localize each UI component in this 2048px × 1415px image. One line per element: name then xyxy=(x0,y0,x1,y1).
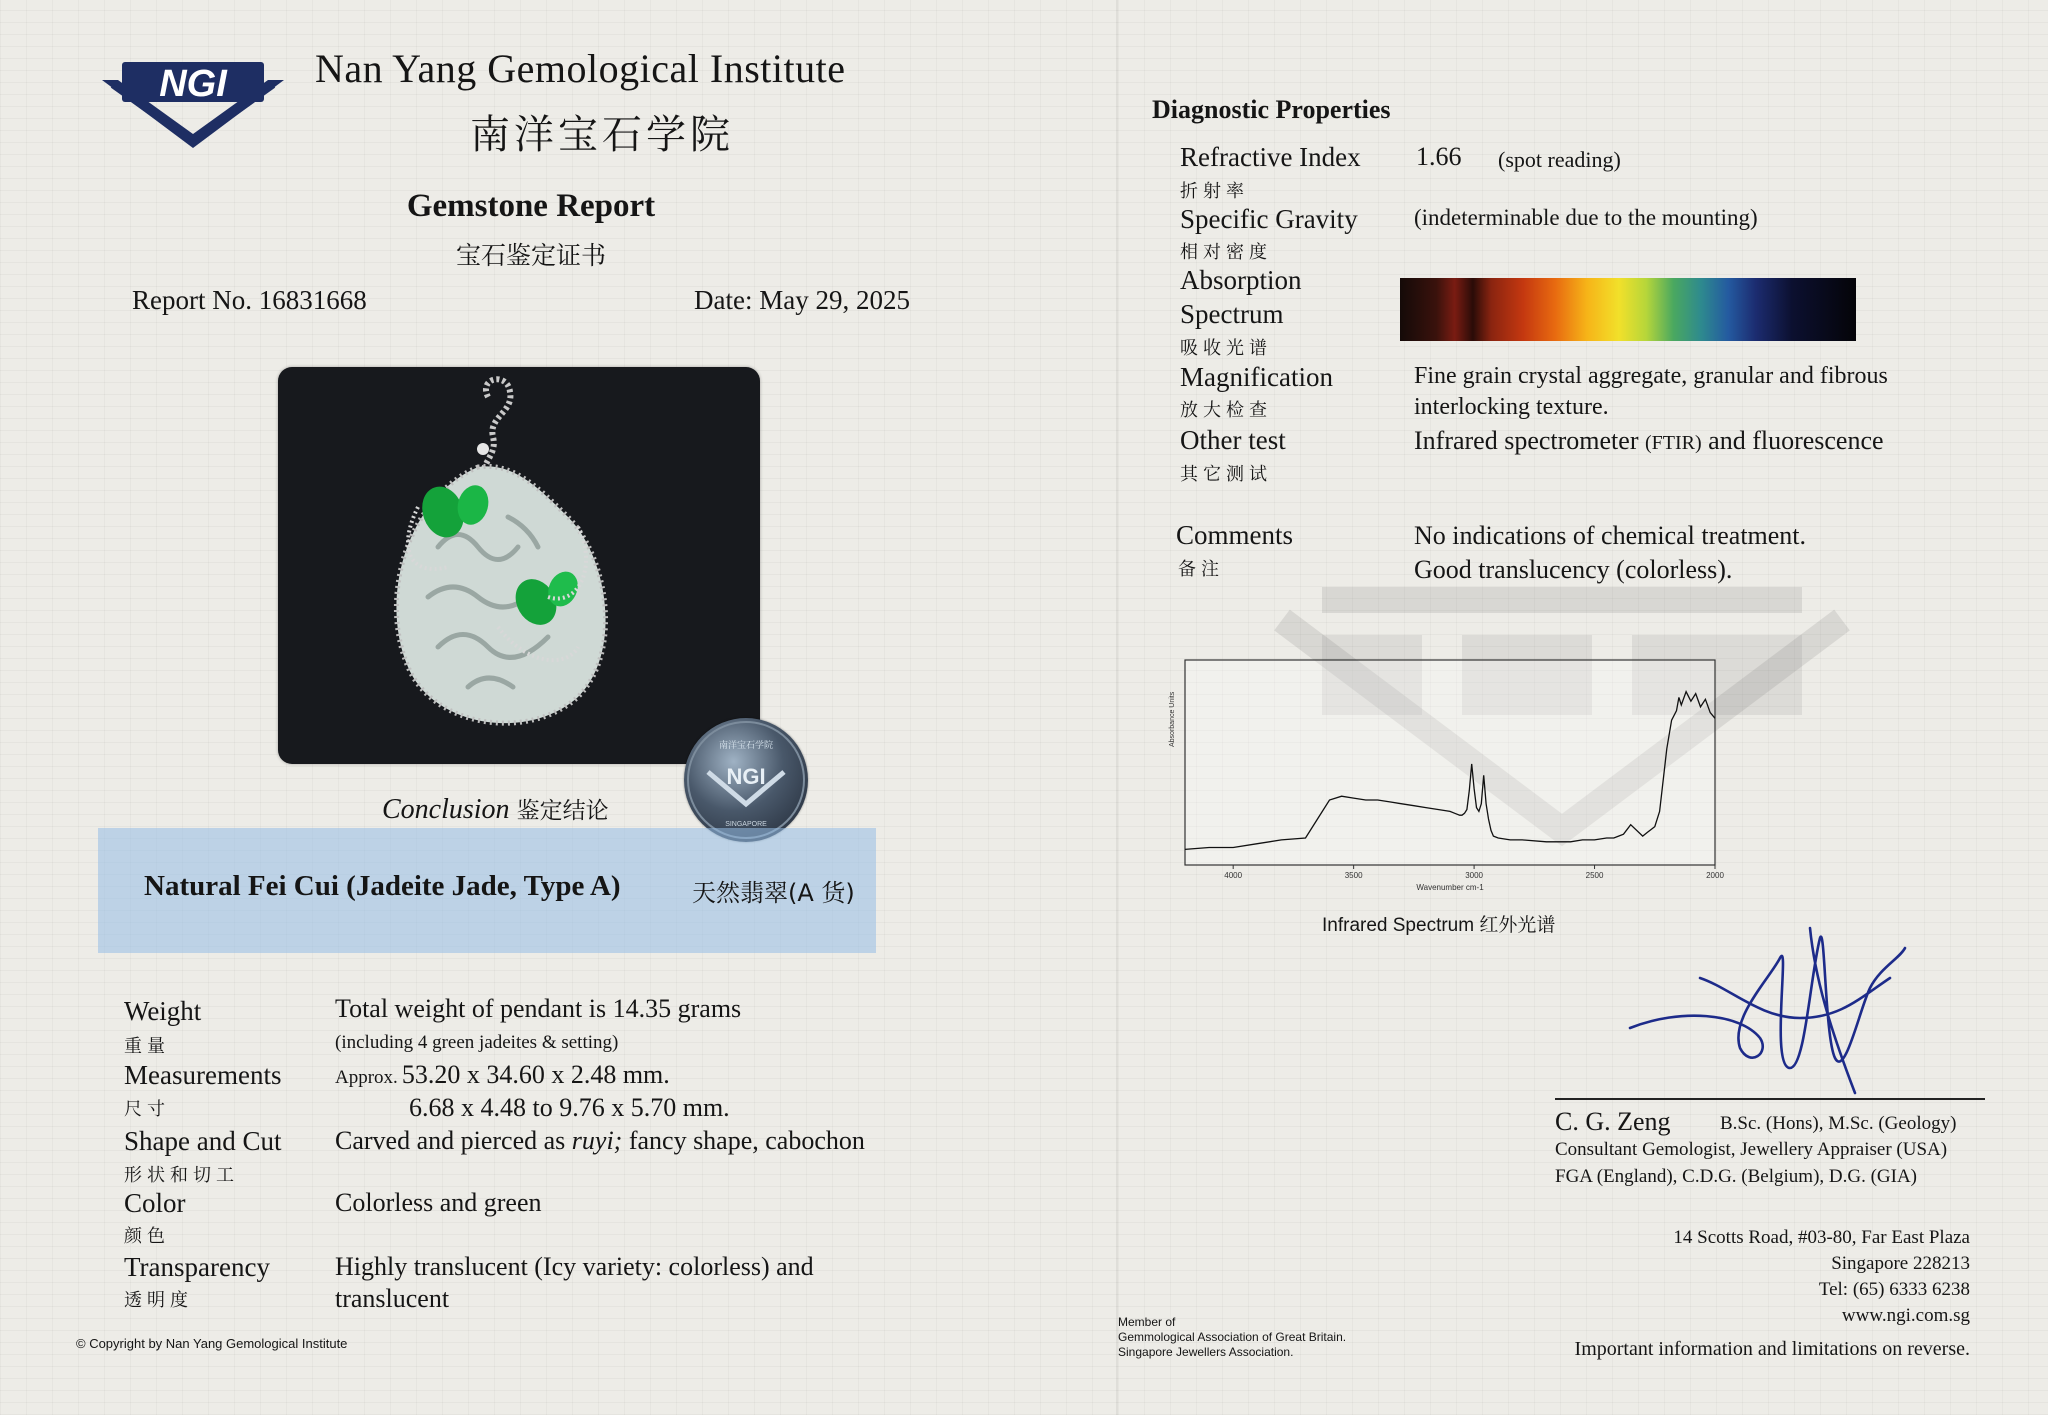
absorption-label: Absorption xyxy=(1180,265,1302,295)
measurements-main: 53.20 x 34.60 x 2.48 mm. xyxy=(401,1060,670,1089)
signer-name: C. G. Zeng xyxy=(1555,1107,1671,1136)
ri-label-cn: 折射率 xyxy=(1180,181,1249,202)
member-line-2: Gemmological Association of Great Britain. xyxy=(1118,1330,1347,1344)
signature-line xyxy=(1555,1098,1985,1100)
comments-label: Comments xyxy=(1176,520,1294,550)
holographic-seal xyxy=(684,718,808,842)
ngi-logo xyxy=(102,58,284,150)
pendant-photo xyxy=(278,367,760,764)
shape-cut-italic: ruyi; xyxy=(571,1126,623,1155)
x-tick-label: 2500 xyxy=(1585,871,1604,880)
svg-text:NGI: NGI xyxy=(159,63,227,105)
sg-label-cn: 相对密度 xyxy=(1180,242,1272,263)
chart-xlabel: Wavenumber cm-1 xyxy=(1416,883,1484,892)
magnification-value-2: interlocking texture. xyxy=(1414,394,1609,420)
institute-name-cn: 南洋宝石学院 xyxy=(470,112,734,158)
membership-note xyxy=(1118,1315,1346,1360)
report-title-cn: 宝石鉴定证书 xyxy=(455,241,606,270)
ir-caption-en: Infrared Spectrum xyxy=(1322,915,1475,936)
x-tick-label: 4000 xyxy=(1224,871,1243,880)
conclusion-text: Natural Fei Cui (Jadeite Jade, Type A) xyxy=(144,870,621,902)
other-test-pre: Infrared spectrometer xyxy=(1414,426,1645,455)
shape-cut-label-cn: 形状和切工 xyxy=(124,1165,239,1186)
institute-name: Nan Yang Gemological Institute xyxy=(315,46,846,91)
weight-note: (including 4 green jadeites & setting) xyxy=(335,1032,619,1053)
other-test-value xyxy=(1414,426,1884,456)
shape-cut-label: Shape and Cut xyxy=(124,1126,282,1156)
member-line-1: Member of xyxy=(1118,1315,1176,1329)
measurements-value xyxy=(335,1060,670,1090)
x-tick-label: 3000 xyxy=(1465,871,1483,880)
other-test-label-cn: 其它测试 xyxy=(1180,464,1272,485)
conclusion-label-en: Conclusion xyxy=(382,794,510,825)
other-test-label: Other test xyxy=(1180,425,1286,455)
diagnostic-title: Diagnostic Properties xyxy=(1152,95,1391,124)
signature xyxy=(1620,918,1910,1098)
ri-note: (spot reading) xyxy=(1498,147,1621,172)
member-line-3: Singapore Jewellers Association. xyxy=(1118,1345,1294,1359)
color-label-cn: 颜色 xyxy=(124,1226,170,1247)
ri-value: 1.66 xyxy=(1416,142,1462,171)
spectrum-label: Spectrum xyxy=(1180,299,1284,329)
important-notice: Important information and limitations on reverse. xyxy=(1574,1338,1970,1360)
weight-label: Weight xyxy=(124,996,202,1026)
measurements-label-cn: 尺寸 xyxy=(124,1099,170,1120)
svg-text:NGI: NGI xyxy=(726,764,766,789)
comments-label-cn: 备注 xyxy=(1178,559,1224,580)
transparency-value-2: translucent xyxy=(335,1284,450,1313)
comments-value-1: No indications of chemical treatment. xyxy=(1414,521,1807,550)
x-tick-label: 2000 xyxy=(1706,871,1724,880)
shape-cut-value xyxy=(335,1126,865,1156)
shape-cut-pre: Carved and pierced as xyxy=(335,1126,572,1155)
chart-ylabel: Absorbance Units xyxy=(1169,691,1176,747)
absorption-label-cn: 吸收光谱 xyxy=(1180,338,1272,359)
signer-title: Consultant Gemologist, Jewellery Appraiser (USA) xyxy=(1555,1139,1948,1160)
svg-text:南洋宝石学院: 南洋宝石学院 xyxy=(718,741,774,751)
ngi-seal-icon xyxy=(684,718,808,842)
fold-line xyxy=(1116,0,1118,1415)
transparency-label-cn: 透明度 xyxy=(124,1290,193,1311)
signer-degrees: B.Sc. (Hons), M.Sc. (Geology) xyxy=(1720,1113,1957,1134)
ir-chart-caption xyxy=(1322,910,1555,937)
weight-value: Total weight of pendant is 14.35 grams xyxy=(335,994,742,1023)
conclusion-label-cn: 鉴定结论 xyxy=(516,798,609,824)
copyright-notice: © Copyright by Nan Yang Gemological Institute xyxy=(76,1336,348,1351)
absorption-spectrum-bar xyxy=(1400,278,1856,341)
measurements-prefix: Approx. xyxy=(335,1067,398,1088)
infrared-spectrum-chart xyxy=(1169,657,1724,895)
magnification-label-cn: 放大检查 xyxy=(1180,400,1272,421)
comments-value-2: Good translucency (colorless). xyxy=(1414,555,1733,584)
report-number: Report No. 16831668 xyxy=(132,285,367,315)
ri-label: Refractive Index xyxy=(1180,142,1361,172)
address-line-1: 14 Scotts Road, #03-80, Far East Plaza xyxy=(1673,1227,1970,1248)
sg-label: Specific Gravity xyxy=(1180,204,1358,234)
address-web: www.ngi.com.sg xyxy=(1841,1305,1970,1326)
magnification-label: Magnification xyxy=(1180,362,1333,392)
measurements-value-2: 6.68 x 4.48 to 9.76 x 5.70 mm. xyxy=(409,1093,730,1122)
jade-pendant-image xyxy=(278,367,760,764)
report-date: Date: May 29, 2025 xyxy=(694,285,910,315)
sg-value: (indeterminable due to the mounting) xyxy=(1414,205,1758,230)
address-line-2: Singapore 228213 xyxy=(1831,1253,1970,1274)
transparency-value: Highly translucent (Icy variety: colorless) and xyxy=(335,1252,814,1281)
svg-text:SINGAPORE: SINGAPORE xyxy=(725,821,767,828)
ir-caption-cn: 红外光谱 xyxy=(1479,914,1556,936)
other-test-post: and fluorescence xyxy=(1701,426,1884,455)
report-title: Gemstone Report xyxy=(406,188,656,224)
conclusion-label xyxy=(382,792,609,826)
x-tick-label: 3500 xyxy=(1344,871,1363,880)
color-label: Color xyxy=(124,1188,186,1218)
conclusion-text-cn: 天然翡翠(A 货) xyxy=(692,879,855,907)
color-value: Colorless and green xyxy=(335,1188,542,1217)
signer-credentials: FGA (England), C.D.G. (Belgium), D.G. (GIA) xyxy=(1555,1166,1918,1187)
magnification-value-1: Fine grain crystal aggregate, granular and fibrous xyxy=(1414,363,1888,389)
transparency-label: Transparency xyxy=(124,1252,270,1282)
address-tel: Tel: (65) 6333 6238 xyxy=(1818,1279,1970,1300)
chart-frame xyxy=(1185,660,1715,865)
other-test-ftir: (FTIR) xyxy=(1644,432,1702,454)
measurements-label: Measurements xyxy=(124,1060,282,1090)
shape-cut-post: fancy shape, cabochon xyxy=(622,1126,865,1155)
weight-label-cn: 重量 xyxy=(124,1036,170,1057)
